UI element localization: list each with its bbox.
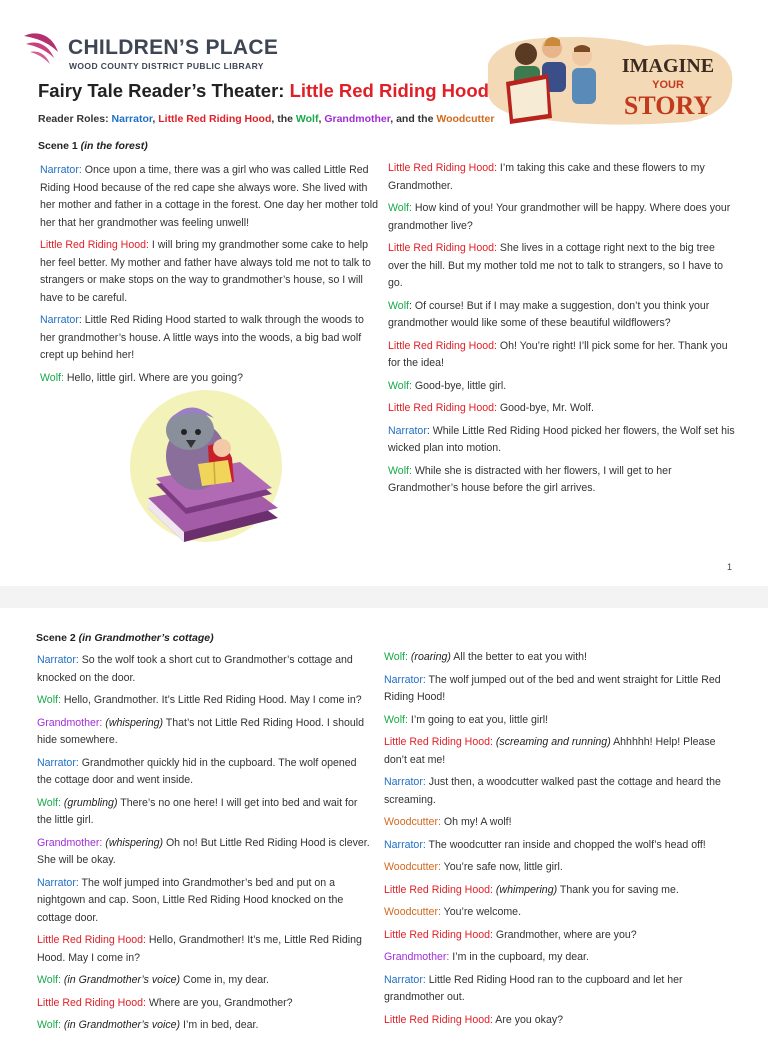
dialogue-text: : Of course! But if I may make a suggestion, don’t you think your grandmother would like some of these beautiful wildflowers?	[388, 299, 710, 329]
speaker-name: Little Red Riding Hood:	[37, 996, 146, 1009]
dialogue-text: She lives in a cottage right next to the big tree over the hill. But my mother told me not to talk to strangers, so I have to go.	[388, 242, 724, 289]
stage-direction: (grumbling)	[60, 796, 118, 809]
stage-direction: (screaming and running)	[492, 736, 611, 748]
dialogue-line	[384, 859, 736, 877]
scene-2-setting: (in Grandmother’s cottage)	[78, 632, 214, 644]
speaker-name: Little Red Riding Hood:	[384, 736, 493, 748]
dialogue-text: Good-bye, little girl.	[411, 379, 507, 392]
role-lrrh: Little Red Riding Hood	[158, 113, 272, 125]
dialogue-text: Hello, little girl. Where are you going?	[63, 371, 243, 384]
dialogue-line	[384, 949, 736, 967]
dialogue-text: : Little Red Riding Hood started to walk through the woods to her grandmother’s house. A little ways into the woods, a big bad wolf crept up behind her!	[40, 314, 364, 361]
speaker-name: Woodcutter:	[384, 816, 441, 828]
banner-word-imagine: IMAGINE	[621, 55, 715, 77]
dialogue-line	[388, 378, 736, 396]
stage-direction: (roaring)	[407, 651, 451, 663]
dialogue-text: I will bring my grandmother some cake to help her feel better. My mother and father have always told me not to talk to strangers or make stops on the way to grandmother’s house, so I will have to be careful.	[40, 239, 371, 304]
speaker-name: Wolf:	[37, 974, 61, 986]
dialogue-line	[37, 932, 371, 967]
speaker-name: Narrator:	[40, 164, 82, 176]
dialogue-text: : While Little Red Riding Hood picked her flowers, the Wolf set his wicked plan into motion.	[388, 424, 735, 454]
scene-1-left-column	[40, 162, 380, 392]
dialogue-line	[37, 1017, 371, 1035]
dialogue-line	[37, 715, 371, 750]
imagine-your-story-banner	[486, 34, 734, 126]
dialogue-line	[384, 649, 736, 667]
dialogue-text: You’re welcome.	[440, 906, 522, 918]
speaker-name: Narrator:	[384, 776, 426, 788]
page-2	[0, 608, 768, 1031]
dialogue-text: That’s not Little Red Riding Hood. I should hide somewhere.	[37, 716, 365, 746]
role-narrator: Narrator	[111, 113, 153, 125]
dialogue-line	[388, 160, 736, 195]
dialogue-text: Come in, my dear.	[180, 974, 269, 986]
speaker-name: Woodcutter:	[384, 861, 441, 873]
speaker-name: Narrator:	[384, 673, 426, 686]
dialogue-text: I’m going to eat you, little girl!	[407, 713, 549, 726]
dialogue-line	[384, 837, 736, 855]
speaker-name: Narrator:	[37, 654, 79, 666]
dialogue-line	[388, 200, 736, 235]
speaker-name: Wolf:	[37, 796, 61, 809]
dialogue-line	[384, 774, 736, 809]
dialogue-line	[388, 423, 736, 458]
roles-separator: , and the	[390, 113, 437, 125]
dialogue-text: Oh my! A wolf!	[440, 816, 512, 828]
scene-2-right-column	[384, 649, 736, 1034]
speaker-name: Little Red Riding Hood:	[388, 242, 497, 254]
library-logo	[22, 28, 279, 74]
speaker-name: Narrator:	[384, 973, 426, 986]
dialogue-line	[388, 298, 736, 333]
speaker-name: Little Red Riding Hood:	[384, 928, 493, 941]
speaker-name: Grandmother:	[384, 951, 450, 963]
role-wolf: Wolf	[295, 113, 319, 125]
dialogue-line	[388, 400, 736, 418]
dialogue-line	[37, 995, 371, 1013]
banner-word-your: YOUR	[652, 79, 684, 91]
logo-subtitle: WOOD COUNTY DISTRICT PUBLIC LIBRARY	[69, 61, 264, 71]
scene-1-label: Scene 1	[38, 140, 81, 152]
dialogue-line	[40, 162, 380, 232]
speaker-name: Wolf	[388, 299, 409, 312]
dialogue-text: I’m taking this cake and these flowers to my Grandmother.	[388, 162, 705, 192]
dialogue-line	[384, 972, 736, 1007]
speaker-name: Narrator	[40, 314, 79, 326]
dialogue-text: Thank you for saving me.	[557, 883, 679, 896]
role-woodcutter: Woodcutter	[436, 113, 495, 125]
dialogue-line	[40, 312, 380, 365]
scene-1-right-column	[388, 160, 736, 503]
speaker-name: Wolf:	[388, 379, 412, 392]
speaker-name: Narrator:	[37, 876, 79, 889]
dialogue-text: You’re safe now, little girl.	[440, 861, 563, 873]
speaker-name: Narrator:	[37, 756, 79, 769]
speaker-name: Grandmother:	[37, 836, 103, 849]
dialogue-line	[37, 972, 371, 990]
title-prefix: Fairy Tale Reader’s Theater:	[38, 80, 290, 101]
speaker-name: Little Red Riding Hood:	[384, 1013, 493, 1026]
dialogue-line	[40, 237, 380, 307]
dialogue-line	[384, 814, 736, 832]
dialogue-line	[388, 240, 736, 293]
speaker-name: Wolf:	[40, 371, 64, 384]
speaker-name: Little Red Riding Hood:	[37, 934, 146, 946]
dialogue-line	[388, 463, 736, 498]
stage-direction: (whispering)	[102, 836, 163, 849]
dialogue-text: Hello, Grandmother. It’s Little Red Riding Hood. May I come in?	[60, 694, 362, 706]
dialogue-text: Where are you, Grandmother?	[145, 996, 293, 1009]
stage-direction: (whispering)	[102, 716, 163, 729]
page-separator	[0, 586, 768, 608]
stage-direction: (in Grandmother’s voice)	[60, 1019, 181, 1031]
dialogue-text: Are you okay?	[492, 1013, 564, 1026]
document-title	[38, 80, 489, 102]
dialogue-line	[384, 672, 736, 707]
dialogue-text: How kind of you! Your grandmother will be happy. Where does your grandmother live?	[388, 202, 731, 232]
dialogue-text: Just then, a woodcutter walked past the cottage and heard the screaming.	[384, 776, 721, 806]
scene-2-label: Scene 2	[36, 632, 79, 644]
speaker-name: Little Red Riding Hood:	[384, 883, 493, 896]
dialogue-line	[384, 882, 736, 900]
dialogue-line	[388, 338, 736, 373]
speaker-name: Little Red Riding Hood:	[388, 339, 497, 352]
logo-title: CHILDREN’S PLACE	[68, 36, 279, 59]
dialogue-text: Once upon a time, there was a girl who was called Little Red Riding Hood because of the red cape she always wore. She lived with her mother and father in a cottage in the forest. One day her mother told her that her grandmother was feeling unwell!	[40, 164, 379, 229]
roles-separator: ,	[152, 113, 159, 125]
speaker-name: Grandmother:	[37, 716, 103, 729]
roles-separator: ,	[318, 113, 325, 125]
feather-logo-icon	[22, 28, 62, 68]
scene-2-heading	[36, 632, 214, 644]
speaker-name: Woodcutter:	[384, 906, 441, 918]
speaker-name: Wolf:	[384, 713, 408, 726]
dialogue-text: I’m in bed, dear.	[180, 1019, 259, 1031]
speaker-name: Wolf:	[384, 651, 408, 663]
speaker-name: Little Red Riding Hood:	[388, 402, 497, 414]
banner-word-story: STORY	[623, 91, 713, 120]
dialogue-text: All the better to eat you with!	[450, 651, 587, 663]
wolf-and-girl-reading-illustration	[128, 386, 288, 556]
speaker-name: Little Red Riding Hood:	[388, 162, 497, 174]
stage-direction: (whimpering)	[492, 883, 558, 896]
dialogue-line	[384, 927, 736, 945]
speaker-name: Wolf:	[388, 464, 412, 477]
dialogue-line	[384, 1012, 736, 1030]
speaker-name: Little Red Riding Hood:	[40, 239, 149, 251]
dialogue-line	[384, 712, 736, 730]
roles-label: Reader Roles:	[38, 113, 112, 125]
dialogue-line	[37, 835, 371, 870]
speaker-name: Narrator:	[384, 838, 426, 851]
dialogue-text: So the wolf took a short cut to Grandmother’s cottage and knocked on the door.	[37, 654, 353, 684]
dialogue-text: Oh no! But Little Red Riding Hood is clever. She will be okay.	[37, 836, 370, 866]
stage-direction: (in Grandmother’s voice)	[60, 974, 181, 986]
dialogue-line	[37, 692, 371, 710]
dialogue-line	[37, 652, 371, 687]
dialogue-line	[37, 755, 371, 790]
dialogue-text: Little Red Riding Hood ran to the cupboard and let her grandmother out.	[384, 973, 683, 1003]
dialogue-text: The wolf jumped out of the bed and went straight for Little Red Riding Hood!	[384, 673, 721, 703]
speaker-name: Wolf:	[37, 694, 61, 706]
dialogue-text: Oh! You’re right! I’ll pick some for her. Thank you for the idea!	[388, 339, 728, 369]
scene-2-left-column	[37, 652, 371, 1040]
dialogue-text: The woodcutter ran inside and chopped the wolf’s head off!	[425, 838, 706, 851]
dialogue-line	[40, 370, 380, 388]
dialogue-text: Grandmother, where are you?	[492, 928, 637, 941]
dialogue-text: Hello, Grandmother! It’s me, Little Red Riding Hood. May I come in?	[37, 934, 362, 964]
dialogue-line	[384, 904, 736, 922]
title-story: Little Red Riding Hood	[289, 80, 489, 101]
dialogue-line	[37, 875, 371, 928]
dialogue-text: I’m in the cupboard, my dear.	[449, 951, 589, 963]
roles-separator: , the	[271, 113, 296, 125]
page-number: 1	[727, 562, 733, 572]
scene-1-setting: (in the forest)	[80, 140, 148, 152]
speaker-name: Wolf:	[388, 202, 412, 214]
reader-roles	[38, 113, 494, 125]
dialogue-text: While she is distracted with her flowers, I will get to her Grandmother’s house before the girl arrives.	[388, 464, 672, 494]
speaker-name: Wolf:	[37, 1019, 61, 1031]
dialogue-line	[37, 795, 371, 830]
dialogue-text: Ahhhhh! Help! Please don’t eat me!	[384, 736, 716, 766]
scene-1-heading	[38, 140, 148, 152]
dialogue-text: Grandmother quickly hid in the cupboard. The wolf opened the cottage door and went inside.	[37, 756, 357, 786]
dialogue-line	[384, 734, 736, 769]
dialogue-text: Good-bye, Mr. Wolf.	[496, 402, 594, 414]
role-grandmother: Grandmother	[324, 113, 391, 125]
dialogue-text: The wolf jumped into Grandmother’s bed and put on a nightgown and cap. Soon, Little Red Riding Hood knocked on the cottage door.	[37, 876, 344, 924]
speaker-name: Narrator	[388, 424, 427, 437]
dialogue-text: There’s no one here! I will get into bed and wait for the little girl.	[37, 796, 358, 826]
